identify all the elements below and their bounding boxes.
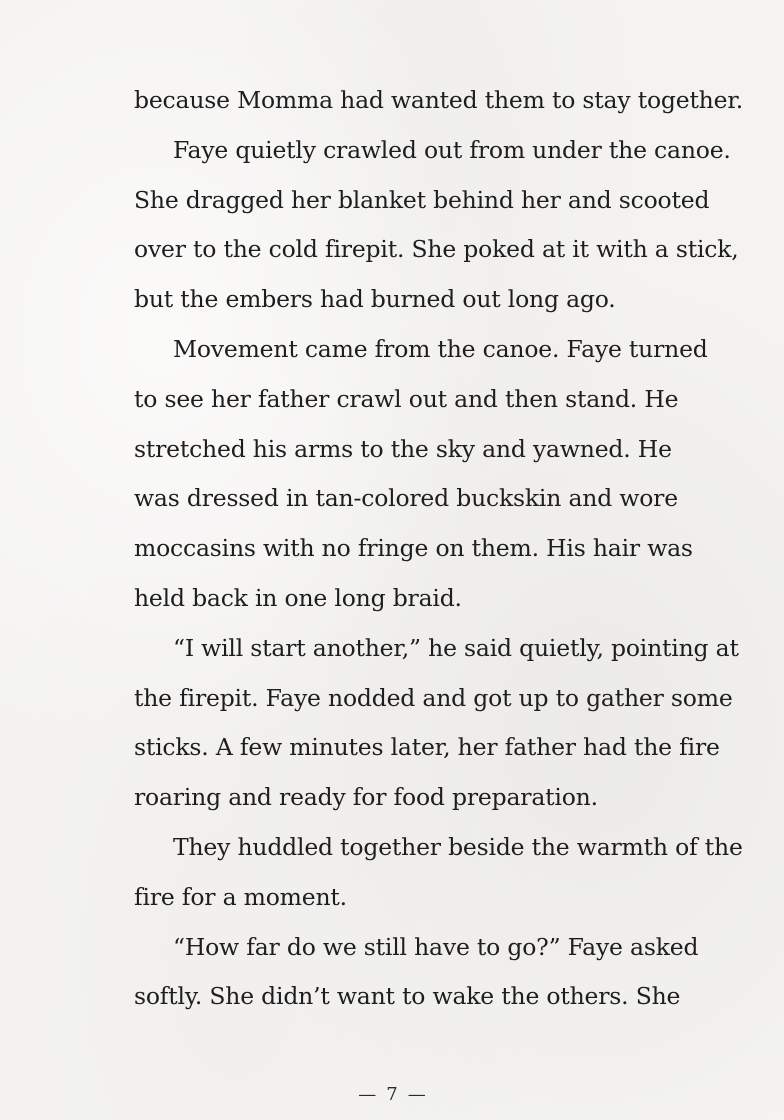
paragraph <box>134 624 739 823</box>
text-line: They huddled together beside the warmth of the <box>173 832 743 861</box>
page-number-footer <box>0 1084 784 1105</box>
text-line: moccasins with no fringe on them. His hair was <box>134 534 693 563</box>
paragraph <box>134 823 743 923</box>
text-line: held back in one long braid. <box>134 583 462 612</box>
text-line: Faye quietly crawled out from under the canoe. <box>173 135 731 164</box>
page-number: 7 <box>386 1084 398 1105</box>
paragraph <box>134 923 699 1023</box>
text-line: roaring and ready for food preparation. <box>134 783 598 812</box>
text-line: was dressed in tan-colored buckskin and wore <box>134 484 678 513</box>
text-line: stretched his arms to the sky and yawned. He <box>134 434 672 463</box>
text-line: over to the cold firepit. She poked at it with a stick, <box>134 235 739 264</box>
text-line: to see her father crawl out and then stand. He <box>134 384 679 413</box>
paragraph <box>134 76 744 126</box>
footer-dash-right: — <box>407 1084 426 1105</box>
text-line: sticks. A few minutes later, her father had the fire <box>134 733 720 762</box>
body-text <box>134 76 744 1022</box>
text-line: softly. She didn’t want to wake the others. She <box>134 982 681 1011</box>
text-line: “How far do we still have to go?” Faye asked <box>173 932 699 961</box>
paragraph <box>134 325 708 624</box>
text-line: fire for a moment. <box>134 882 347 911</box>
paragraph <box>134 126 739 325</box>
text-line: the firepit. Faye nodded and got up to gather some <box>134 683 733 712</box>
text-line: because Momma had wanted them to stay together. <box>134 86 744 114</box>
text-line: She dragged her blanket behind her and scooted <box>134 185 710 214</box>
text-line: but the embers had burned out long ago. <box>134 285 616 314</box>
text-line: “I will start another,” he said quietly, pointing at <box>173 633 739 662</box>
text-line: Movement came from the canoe. Faye turned <box>173 334 708 363</box>
footer-dash-left: — <box>358 1084 377 1105</box>
